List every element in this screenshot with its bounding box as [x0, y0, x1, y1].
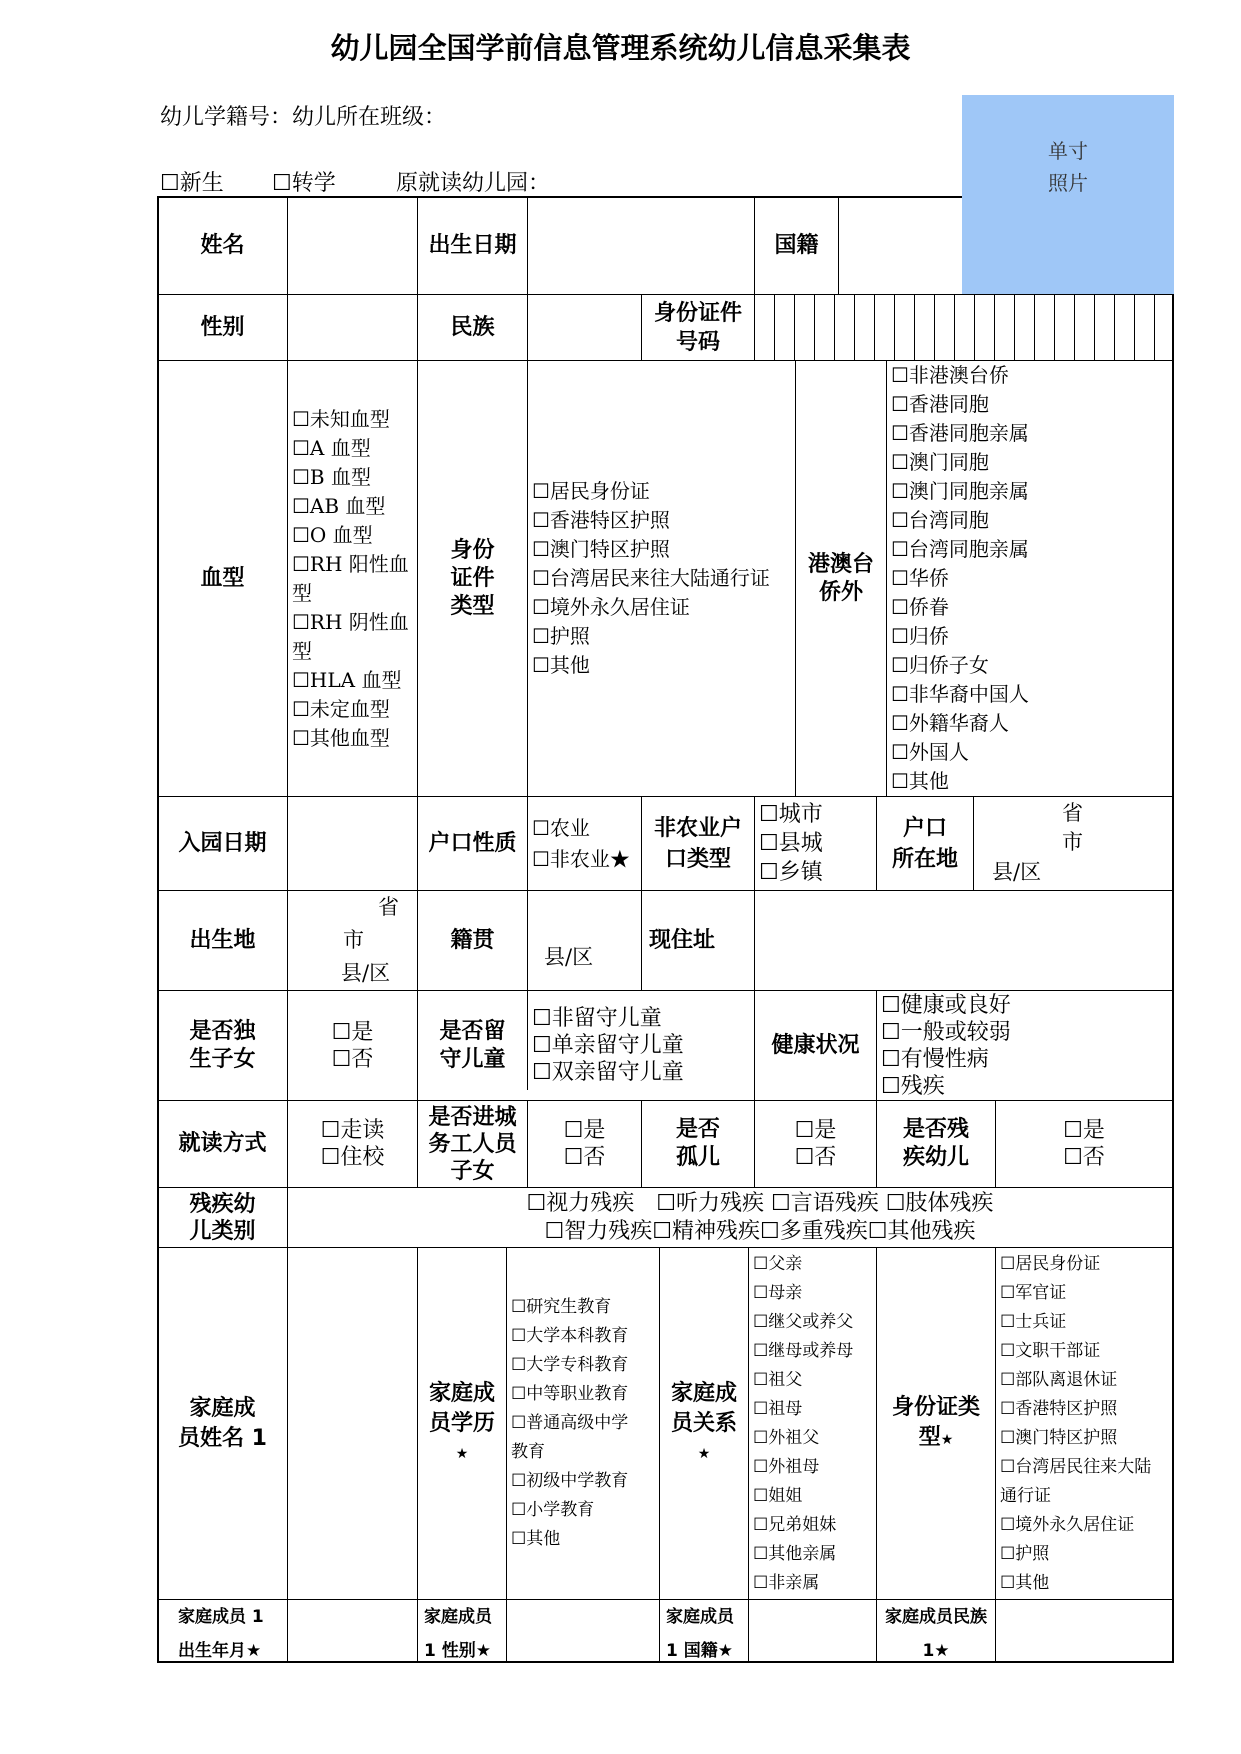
- edu-option[interactable]: ☐研究生教育: [511, 1297, 612, 1317]
- fm-gender-label: [418, 1600, 506, 1661]
- name-label: 姓名: [200, 232, 245, 258]
- attendance-label: 就读方式: [178, 1131, 267, 1156]
- id-type-label-3: 类型: [450, 593, 495, 619]
- only-child-label-2: 生子女: [189, 1046, 256, 1072]
- orphan-label-2: 孤儿: [675, 1145, 720, 1170]
- hmt-option[interactable]: ☐台湾同胞: [891, 508, 989, 532]
- edu-option[interactable]: ☐中等职业教育: [511, 1384, 629, 1404]
- gender-label: 性别: [200, 314, 245, 340]
- hmt-option[interactable]: ☐其他: [891, 769, 949, 793]
- birthplace-field[interactable]: [288, 891, 417, 990]
- edu-option[interactable]: ☐初级中学教育: [511, 1471, 629, 1491]
- birth-date-label: 出生日期: [428, 232, 517, 258]
- attendance-option[interactable]: ☐住校: [320, 1145, 385, 1170]
- hmt-label-2: 侨外: [818, 579, 863, 605]
- fm-ethnic-label-2: 1★: [922, 1641, 950, 1661]
- fm-rel-label-2: 员关系: [670, 1410, 737, 1436]
- fm-birth-label-2: 出生年月★: [178, 1641, 262, 1661]
- left-behind-option[interactable]: ☐单亲留守儿童: [532, 1033, 684, 1058]
- hukou-location-label-1: 户口: [902, 815, 947, 841]
- relation-option[interactable]: ☐母亲: [753, 1282, 803, 1303]
- hukou-nature-label: 户口性质: [428, 830, 517, 856]
- family-member-id-type-label: [877, 1248, 995, 1599]
- edu-option[interactable]: ☐大学专科教育: [511, 1355, 629, 1375]
- family-member-relation-label: [660, 1248, 748, 1599]
- id-type-option[interactable]: ☐护照: [532, 624, 590, 648]
- nationality-field[interactable]: [839, 197, 962, 294]
- edu-option[interactable]: ☐普通高级中学: [511, 1413, 629, 1433]
- fm-id-option[interactable]: ☐部队离退休证: [1000, 1369, 1118, 1390]
- id-number-label-2: 号码: [675, 329, 720, 355]
- fm-id-option[interactable]: ☐台湾居民往来大陆: [1000, 1456, 1152, 1477]
- fm-id-option-wrap: 通行证: [1000, 1485, 1051, 1506]
- relation-option[interactable]: ☐外祖父: [753, 1427, 820, 1448]
- fm-id-option[interactable]: ☐其他: [1000, 1572, 1050, 1593]
- disability-category-label: [158, 1188, 287, 1247]
- fm-id-option[interactable]: ☐居民身份证: [1000, 1253, 1101, 1274]
- relation-option[interactable]: ☐祖父: [753, 1369, 803, 1390]
- id-type-option[interactable]: ☐其他: [532, 653, 590, 677]
- blood-option[interactable]: ☐O 血型: [292, 522, 373, 547]
- relation-option[interactable]: ☐外祖母: [753, 1456, 820, 1477]
- hmt-option[interactable]: ☐外籍华裔人: [891, 711, 1009, 735]
- migrant-label-3: 子女: [450, 1158, 495, 1184]
- city-label: 市: [1062, 830, 1083, 854]
- fm-gender-field[interactable]: [507, 1600, 659, 1661]
- id-number-label-1: 身份证件: [653, 300, 742, 326]
- fm-idtype-label-2: 型★: [918, 1424, 954, 1450]
- hukou-location-label-2: 所在地: [891, 846, 958, 872]
- blood-option[interactable]: ☐其他血型: [292, 725, 390, 750]
- fm-birth-label-1: 家庭成员 1: [178, 1607, 264, 1627]
- fm-id-option[interactable]: ☐香港特区护照: [1000, 1398, 1118, 1419]
- nonagri-option[interactable]: ☐县城: [759, 831, 823, 856]
- hmt-label-1: 港澳台: [807, 551, 874, 577]
- hmt-option[interactable]: ☐外国人: [891, 740, 969, 764]
- relation-option[interactable]: ☐继父或养父: [753, 1311, 854, 1332]
- province-label: 省: [378, 895, 399, 919]
- page-title: 幼儿园全国学前信息管理系统幼儿信息采集表: [330, 31, 911, 65]
- left-behind-options[interactable]: [528, 991, 754, 1100]
- id-type-label-2: 证件: [450, 565, 495, 591]
- relation-option[interactable]: ☐祖母: [753, 1398, 803, 1419]
- hmt-option[interactable]: ☐华侨: [891, 566, 949, 590]
- left-behind-label: [418, 991, 527, 1100]
- hmt-options[interactable]: [887, 361, 1172, 796]
- relation-option[interactable]: ☐父亲: [753, 1253, 803, 1274]
- ethnicity-field[interactable]: [528, 295, 641, 360]
- orphan-label-1: 是否: [675, 1117, 720, 1142]
- current-address-field[interactable]: [755, 891, 1172, 990]
- province-label: 省: [1062, 801, 1083, 825]
- new-student-checkbox[interactable]: ☐新生: [160, 171, 224, 196]
- fm-id-option[interactable]: ☐军官证: [1000, 1282, 1067, 1303]
- migrant-label-1: 是否进城: [428, 1104, 517, 1130]
- fm-gender-label-1: 家庭成员: [424, 1607, 492, 1627]
- enroll-date-label: 入园日期: [178, 830, 267, 856]
- health-option[interactable]: ☐残疾: [881, 1073, 945, 1099]
- id-number-label: [642, 295, 754, 360]
- fm-gender-label-2: 1 性别★: [424, 1641, 491, 1661]
- education-options[interactable]: [507, 1248, 659, 1599]
- relation-option[interactable]: ☐非亲属: [753, 1572, 820, 1593]
- student-id-class-line: 幼儿学籍号：幼儿所在班级：: [160, 105, 447, 130]
- orphan-label: [642, 1101, 754, 1187]
- id-number-field[interactable]: [755, 295, 1172, 360]
- gender-field[interactable]: [288, 295, 417, 360]
- family-member-name-field[interactable]: [288, 1248, 417, 1599]
- fm-ethnic-label-1: 家庭成员民族: [885, 1607, 987, 1627]
- nonagri-type-label: [642, 797, 754, 890]
- fm-nation-label-1: 家庭成员: [666, 1607, 734, 1627]
- edu-option[interactable]: ☐大学本科教育: [511, 1326, 629, 1346]
- blood-type-label: 血型: [200, 565, 245, 591]
- hmt-option[interactable]: ☐归侨: [891, 624, 949, 648]
- disabled-options[interactable]: [996, 1101, 1172, 1187]
- birth-date-field[interactable]: [528, 197, 754, 294]
- birthplace-label: 出生地: [189, 927, 256, 953]
- ethnicity-label: 民族: [450, 314, 495, 340]
- blood-option[interactable]: ☐HLA 血型: [292, 667, 402, 692]
- migrant-child-label: [418, 1101, 527, 1187]
- fm-nationality-field[interactable]: [749, 1600, 876, 1661]
- relation-option[interactable]: ☐姐姐: [753, 1485, 803, 1506]
- nonagri-options[interactable]: [755, 797, 876, 890]
- fm-id-type-options[interactable]: [996, 1248, 1172, 1599]
- health-options[interactable]: [877, 991, 1172, 1100]
- blood-option[interactable]: ☐RH 阴性血: [292, 609, 409, 634]
- fm-rel-label-1: 家庭成: [670, 1380, 737, 1406]
- blood-option[interactable]: ☐A 血型: [292, 435, 371, 460]
- left-behind-option[interactable]: ☐双亲留守儿童: [532, 1060, 684, 1085]
- hmt-option[interactable]: ☐侨眷: [891, 595, 949, 619]
- hmt-option[interactable]: ☐归侨子女: [891, 653, 989, 677]
- hmt-option[interactable]: ☐香港同胞: [891, 392, 989, 416]
- fm-birth-field[interactable]: [288, 1600, 417, 1661]
- city-label: 市: [343, 928, 364, 952]
- disability-category-options[interactable]: [288, 1188, 1172, 1247]
- fm-nation-label-2: 1 国籍★: [666, 1641, 733, 1661]
- blood-option[interactable]: ☐RH 阳性血: [292, 551, 409, 576]
- hukou-option[interactable]: ☐农业: [532, 815, 590, 840]
- orphan-options[interactable]: [755, 1101, 876, 1187]
- fm-ethnicity-field[interactable]: [996, 1600, 1172, 1661]
- family-member-name-label: [158, 1248, 287, 1599]
- fm-name-label-2: 员姓名 1: [178, 1425, 267, 1451]
- blood-type-options[interactable]: [288, 361, 417, 796]
- hmt-option[interactable]: ☐台湾同胞亲属: [891, 537, 1029, 561]
- hmt-option[interactable]: ☐非港澳台侨: [891, 363, 1009, 387]
- no-option[interactable]: ☐否: [794, 1145, 837, 1170]
- left-behind-label-1: 是否留: [439, 1018, 506, 1044]
- id-type-option[interactable]: ☐境外永久居住证: [532, 595, 690, 619]
- id-type-option[interactable]: ☐澳门特区护照: [532, 537, 670, 561]
- health-label: 健康状况: [771, 1032, 860, 1058]
- disability-cat-label-1: 残疾幼: [189, 1191, 256, 1217]
- required-star: ★: [697, 1445, 711, 1462]
- hmt-option[interactable]: ☐香港同胞亲属: [891, 421, 1029, 445]
- relation-option[interactable]: ☐其他亲属: [753, 1543, 837, 1564]
- id-type-option[interactable]: ☐居民身份证: [532, 479, 650, 503]
- health-option[interactable]: ☐一般或较弱: [881, 1019, 1011, 1045]
- hmt-option[interactable]: ☐澳门同胞亲属: [891, 479, 1029, 503]
- fm-id-option[interactable]: ☐士兵证: [1000, 1311, 1067, 1332]
- no-option[interactable]: ☐否: [1063, 1145, 1105, 1170]
- photo-text-2: 照片: [1048, 171, 1088, 195]
- blood-option[interactable]: ☐B 血型: [292, 464, 371, 489]
- required-star: ★: [455, 1445, 469, 1462]
- nonagri-option[interactable]: ☐城市: [759, 802, 823, 827]
- native-place-field[interactable]: [528, 891, 641, 990]
- nonagri-type-label-1: 非农业户: [653, 815, 742, 841]
- disability-row-2[interactable]: ☐智力残疾☐精神残疾☐多重残疾☐其他残疾: [544, 1218, 976, 1244]
- id-type-options[interactable]: [528, 361, 795, 796]
- blood-option-wrap: 型: [292, 580, 312, 605]
- fm-edu-label-1: 家庭成: [428, 1380, 495, 1406]
- left-behind-label-2: 守儿童: [439, 1046, 506, 1072]
- relation-option[interactable]: ☐兄弟姐妹: [753, 1514, 837, 1535]
- hmt-option[interactable]: ☐澳门同胞: [891, 450, 989, 474]
- fm-id-option[interactable]: ☐境外永久居住证: [1000, 1514, 1135, 1535]
- no-option[interactable]: ☐否: [331, 1046, 374, 1072]
- fm-name-label-1: 家庭成: [189, 1395, 256, 1421]
- no-option[interactable]: ☐否: [563, 1145, 606, 1170]
- edu-option[interactable]: ☐小学教育: [511, 1500, 595, 1520]
- yes-option[interactable]: ☐是: [1063, 1118, 1105, 1143]
- id-type-label-1: 身份: [450, 537, 495, 563]
- photo-text-1: 单寸: [1048, 139, 1088, 163]
- hmt-label: [796, 361, 886, 796]
- left-behind-option[interactable]: ☐非留守儿童: [532, 1006, 662, 1031]
- nationality-label: 国籍: [774, 232, 819, 258]
- name-field[interactable]: [288, 197, 417, 294]
- enroll-date-field[interactable]: [288, 797, 417, 890]
- only-child-label: [158, 991, 287, 1100]
- blood-option[interactable]: ☐未定血型: [292, 696, 390, 721]
- health-option[interactable]: ☐有慢性病: [881, 1046, 989, 1072]
- health-option[interactable]: ☐健康或良好: [881, 992, 1011, 1018]
- fm-idtype-label-1: 身份证类: [891, 1394, 980, 1420]
- family-member-education-label: [418, 1248, 506, 1599]
- disabled-label-2: 疾幼儿: [902, 1145, 969, 1170]
- fm-ethnicity-label: [877, 1600, 995, 1661]
- fm-nationality-label: [660, 1600, 748, 1661]
- fm-id-option[interactable]: ☐文职干部证: [1000, 1340, 1101, 1361]
- relation-options[interactable]: [749, 1248, 876, 1599]
- id-type-label: [418, 361, 527, 796]
- hukou-options[interactable]: [528, 797, 641, 890]
- nonagri-option[interactable]: ☐乡镇: [759, 860, 823, 885]
- yes-option[interactable]: ☐是: [794, 1118, 837, 1143]
- blood-option-wrap: 型: [292, 638, 312, 663]
- blood-option[interactable]: ☐AB 血型: [292, 493, 386, 518]
- relation-option[interactable]: ☐继母或养母: [753, 1340, 854, 1361]
- hmt-option[interactable]: ☐非华裔中国人: [891, 682, 1029, 706]
- id-type-option[interactable]: ☐香港特区护照: [532, 508, 670, 532]
- fm-id-option[interactable]: ☐护照: [1000, 1543, 1050, 1564]
- transfer-checkbox[interactable]: ☐转学: [272, 171, 336, 196]
- hukou-location-label: [877, 797, 973, 890]
- fm-id-option[interactable]: ☐澳门特区护照: [1000, 1427, 1118, 1448]
- migrant-label-2: 务工人员: [428, 1131, 517, 1157]
- nonagri-type-label-2: 口类型: [664, 846, 731, 872]
- native-place-label: 籍贯: [450, 927, 495, 953]
- county-label: 县/区: [341, 961, 391, 985]
- disability-row-1[interactable]: ☐视力残疾 ☐听力残疾 ☐言语残疾 ☐肢体残疾: [526, 1190, 994, 1216]
- previous-kindergarten-label: 原就读幼儿园：: [396, 171, 551, 196]
- yes-option[interactable]: ☐是: [331, 1019, 374, 1045]
- photo-placeholder[interactable]: [962, 95, 1174, 294]
- county-label: 县/区: [992, 860, 1042, 884]
- id-type-option[interactable]: ☐台湾居民来往大陆通行证: [532, 566, 770, 590]
- hukou-location-field[interactable]: [974, 797, 1172, 890]
- fm-birth-label: [158, 1600, 287, 1661]
- fm-edu-label-2: 员学历: [428, 1410, 495, 1436]
- disabled-child-label: [877, 1101, 995, 1187]
- attendance-option[interactable]: ☐走读: [320, 1118, 385, 1143]
- blood-option[interactable]: ☐未知血型: [292, 406, 390, 431]
- disability-cat-label-2: 儿类别: [189, 1218, 256, 1244]
- migrant-options[interactable]: [528, 1101, 641, 1187]
- current-address-label: 现住址: [648, 927, 715, 953]
- edu-option-wrap: 教育: [511, 1442, 545, 1462]
- only-child-label-1: 是否独: [189, 1018, 256, 1044]
- attendance-options[interactable]: [288, 1101, 417, 1187]
- disabled-label-1: 是否残: [902, 1117, 969, 1142]
- edu-option[interactable]: ☐其他: [511, 1529, 561, 1549]
- county-label: 县/区: [544, 945, 594, 969]
- only-child-options[interactable]: [288, 991, 417, 1100]
- yes-option[interactable]: ☐是: [563, 1118, 606, 1143]
- hukou-option[interactable]: ☐非农业★: [532, 846, 630, 871]
